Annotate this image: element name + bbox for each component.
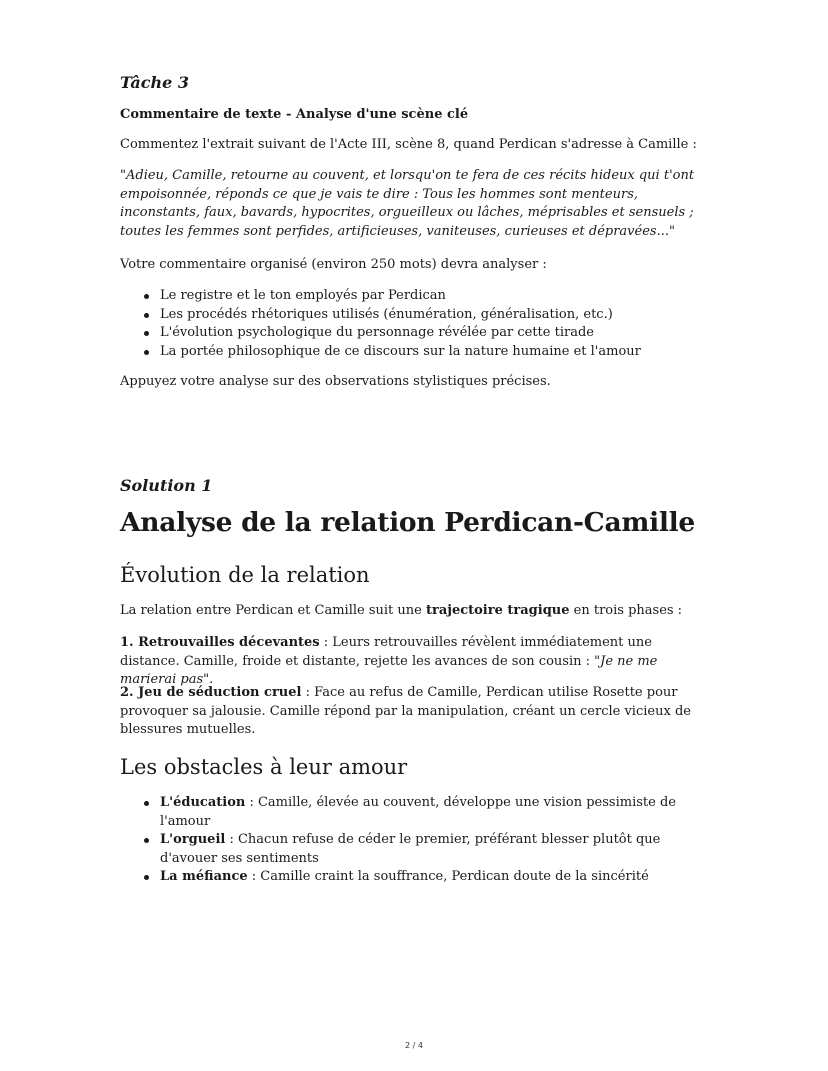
task-closing: Appuyez votre analyse sur des observations stylistiques précises.	[120, 374, 551, 389]
phase-1-title: 1. Retrouvailles décevantes	[120, 635, 320, 650]
relation-intro	[120, 602, 682, 621]
obstacle-text: : Camille, élevée au couvent, développe une vision pessimiste de l'amour	[160, 795, 676, 829]
phase-1-end: .	[209, 672, 214, 687]
relation-intro-after: en trois phases :	[569, 603, 683, 618]
obstacle-title: L'éducation	[160, 795, 246, 810]
task-intro: Commentez l'extrait suivant de l'Acte III, scène 8, quand Perdican s'adresse à Camille :	[120, 137, 697, 152]
phase-2-text: : Face au refus de Camille, Perdican utilise Rosette pour provoquer sa jalousie. Camille répond par la manipulation, créant un cercle vicieux de blessures mutuelles.	[120, 685, 691, 737]
list-item	[120, 868, 710, 887]
phase-1-text: : Leurs retrouvailles révèlent immédiatement une distance. Camille, froide et distante, rejette les avances de son cousin :	[120, 635, 652, 669]
obstacle-title: La méfiance	[160, 869, 248, 884]
phase-2-title: 2. Jeu de séduction cruel	[120, 685, 302, 700]
obstacles-heading: Les obstacles à leur amour	[120, 755, 408, 779]
list-item	[120, 831, 710, 868]
phase-1-quote: "Je ne me marierai pas"	[120, 653, 658, 687]
phase-2-paragraph	[120, 684, 700, 740]
solution-label: Solution 1	[120, 476, 213, 495]
instructions-list	[120, 287, 710, 361]
evolution-heading: Évolution de la relation	[120, 563, 370, 587]
task-label: Tâche 3	[120, 73, 189, 92]
list-item	[120, 794, 710, 831]
page-title: Analyse de la relation Perdican-Camille	[120, 507, 695, 538]
list-item: L'évolution psychologique du personnage révélée par cette tirade	[120, 324, 710, 343]
list-item: Les procédés rhétoriques utilisés (énumération, généralisation, etc.)	[120, 306, 710, 325]
page-indicator: 2 / 4	[405, 1041, 423, 1050]
instructions-intro: Votre commentaire organisé (environ 250 mots) devra analyser :	[120, 257, 547, 272]
obstacle-text: : Chacun refuse de céder le premier, préférant blesser plutôt que d'avouer ses sentiments	[160, 832, 661, 866]
list-item: Le registre et le ton employés par Perdican	[120, 287, 710, 306]
relation-intro-before: La relation entre Perdican et Camille suit une	[120, 603, 426, 618]
task-subtitle: Commentaire de texte - Analyse d'une scène clé	[120, 107, 469, 122]
obstacle-title: L'orgueil	[160, 832, 226, 847]
obstacles-list	[120, 794, 710, 887]
quote-excerpt: "Adieu, Camille, retourne au couvent, et lorsqu'on te fera de ces récits hideux qui t'ont empoisonnée, réponds ce que je vais te dire : Tous les hommes sont menteurs, inconstants, faux, bavards, hypocrites, orgueilleux ou lâches, méprisables et sensuels ; toutes les femmes sont perfides, artificieuses, vaniteuses, curieuses et dépravées..."	[120, 168, 695, 239]
relation-intro-bold: trajectoire tragique	[425, 603, 570, 618]
phase-1-paragraph	[120, 634, 700, 690]
list-item: La portée philosophique de ce discours sur la nature humaine et l'amour	[120, 343, 710, 362]
obstacle-text: : Camille craint la souffrance, Perdican doute de la sincérité	[247, 869, 649, 884]
